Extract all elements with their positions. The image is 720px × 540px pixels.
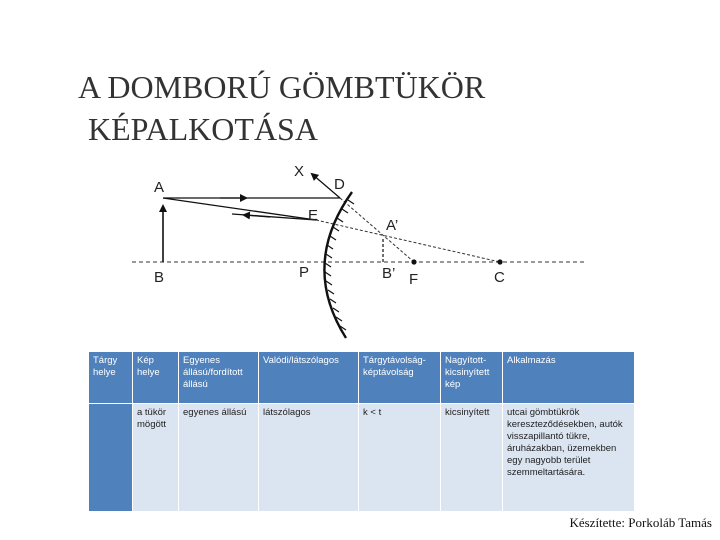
mirror-hatching — [325, 200, 354, 330]
title-line-1: A DOMBORÚ GÖMBTÜKÖR — [78, 69, 486, 105]
header-cell: Alkalmazás — [503, 352, 635, 404]
header-cell: Nagyított-kicsinyített kép — [441, 352, 503, 404]
focal-point-f — [411, 259, 416, 264]
table-cell: egyenes állású — [179, 404, 259, 512]
title-line-2: KÉPALKOTÁSA — [88, 111, 318, 147]
table-row — [89, 404, 635, 512]
label-a-image: A’ — [386, 217, 399, 234]
label-e: E — [308, 207, 319, 224]
label-f: F — [409, 271, 419, 288]
table-cell — [89, 404, 133, 512]
virtual-extension-ec — [316, 220, 500, 262]
header-cell: Kép helye — [133, 352, 179, 404]
label-d: D — [334, 176, 345, 193]
label-p: P — [299, 264, 310, 281]
table-cell: látszólagos — [259, 404, 359, 512]
table-cell: k < t — [359, 404, 441, 512]
label-x: X — [294, 163, 305, 180]
virtual-extension-df — [340, 198, 414, 262]
table-cell: utcai gömbtükrök kereszteződésekben, autók visszapillantó tükre, áruházakban, üzemekben egy nagyobb terület szemmeltartására. — [503, 404, 635, 512]
properties-table — [88, 351, 635, 512]
header-cell: Tárgy helye — [89, 352, 133, 404]
table-cell: kicsinyített — [441, 404, 503, 512]
label-b: B — [154, 269, 165, 286]
header-cell: Egyenes állású/fordított állású — [179, 352, 259, 404]
center-point-c — [497, 259, 502, 264]
header-cell: Valódi/látszólagos — [259, 352, 359, 404]
label-b-image: B’ — [382, 265, 396, 282]
header-cell: Tárgytávolság-képtávolság — [359, 352, 441, 404]
table-header-row — [89, 352, 635, 404]
author-credit: Készítette: Porkoláb Tamás — [569, 515, 712, 530]
table-cell: a tükör mögött — [133, 404, 179, 512]
label-c: C — [494, 269, 505, 286]
incident-ray-to-c — [163, 198, 316, 220]
label-a: A — [154, 179, 165, 196]
